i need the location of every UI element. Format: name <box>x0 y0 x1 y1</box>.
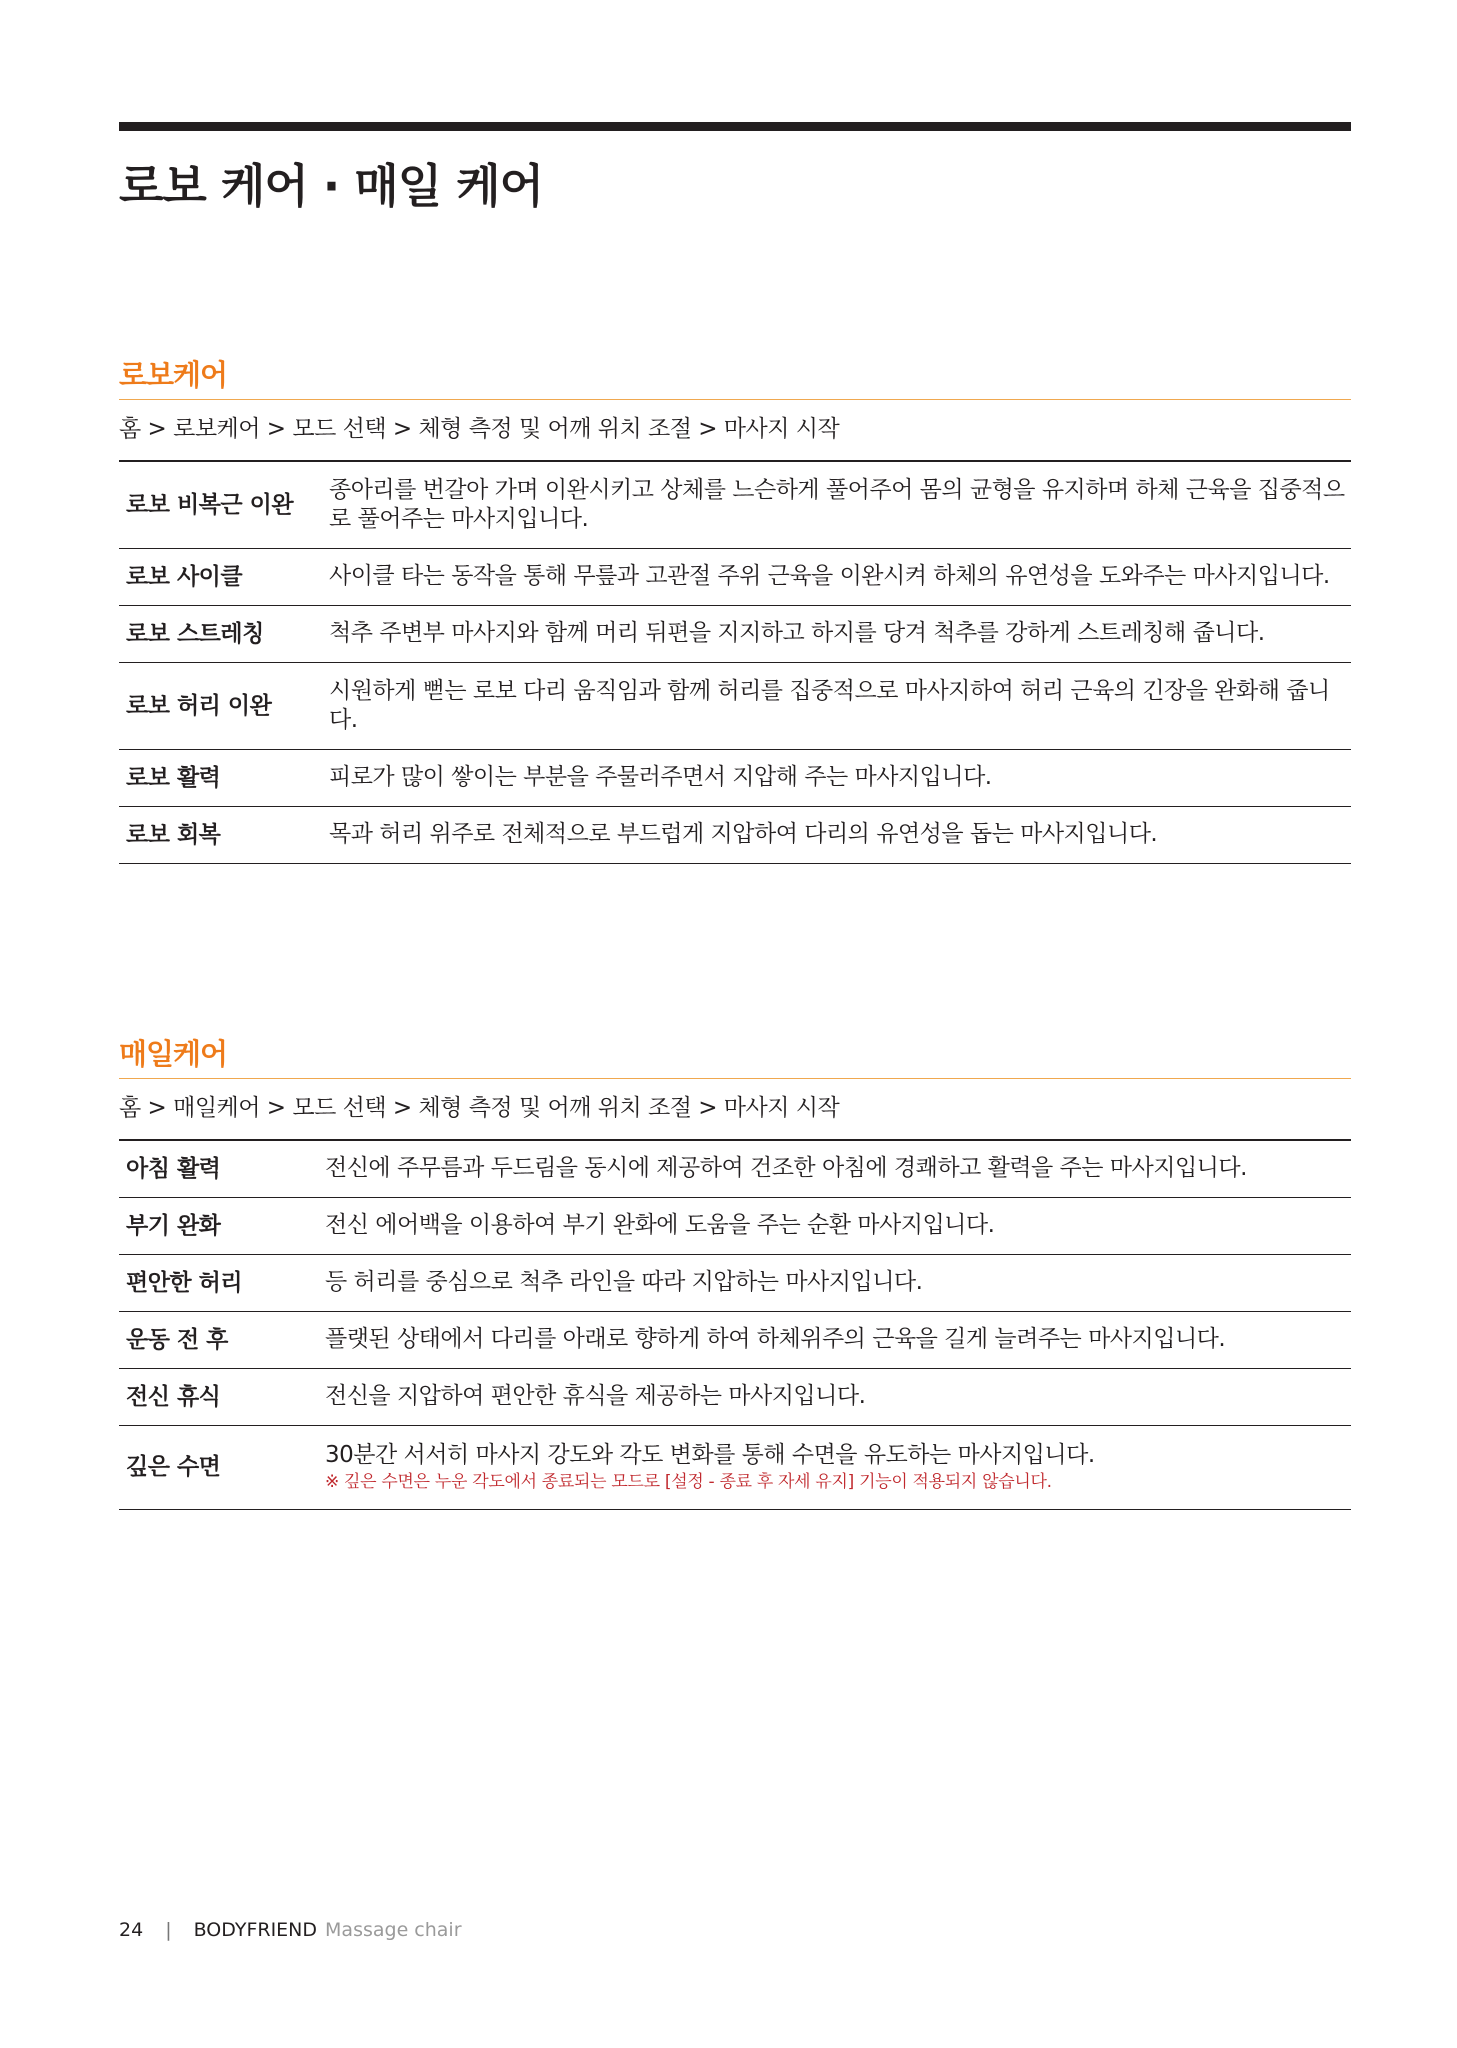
mode-description: 30분간 서서히 마사지 강도와 각도 변화를 통해 수면을 유도하는 마사지입니다. <box>325 1441 1095 1468</box>
mode-description: 척추 주변부 마사지와 함께 머리 뒤편을 지지하고 하지를 당겨 척추를 강하게 스트레칭해 줍니다. <box>328 605 1351 662</box>
mode-description: 전신에 주무름과 두드림을 동시에 제공하여 건조한 아침에 경쾌하고 활력을 주는 마사지입니다. <box>324 1140 1351 1197</box>
mode-description: 목과 허리 위주로 전체적으로 부드럽게 지압하여 다리의 유연성을 돕는 마사지입니다. <box>328 806 1351 863</box>
mode-name: 편안한 허리 <box>119 1254 324 1311</box>
table-row <box>119 1425 1351 1509</box>
daily-care-path: 홈 > 매일케어 > 모드 선택 > 체형 측정 및 어깨 위치 조절 > 마사지 시작 <box>119 1095 840 1121</box>
table-row <box>119 662 1351 749</box>
model-name: Massage chair <box>325 1919 462 1941</box>
mode-name: 부기 완화 <box>119 1197 324 1254</box>
mode-description: 사이클 타는 동작을 통해 무릎과 고관절 주위 근육을 이완시켜 하체의 유연성을 도와주는 마사지입니다. <box>328 548 1351 605</box>
table-row <box>119 806 1351 863</box>
mode-name: 깊은 수면 <box>119 1425 324 1509</box>
mode-name: 로보 허리 이완 <box>119 662 328 749</box>
footer-separator: | <box>165 1919 172 1941</box>
table-row <box>119 1254 1351 1311</box>
mode-description: 등 허리를 중심으로 척추 라인을 따라 지압하는 마사지입니다. <box>324 1254 1351 1311</box>
mode-description: 플랫된 상태에서 다리를 아래로 향하게 하여 하체위주의 근육을 길게 늘려주는 마사지입니다. <box>324 1311 1351 1368</box>
mode-description: 종아리를 번갈아 가며 이완시키고 상체를 느슨하게 풀어주어 몸의 균형을 유지하며 하체 근육을 집중적으로 풀어주는 마사지입니다. <box>328 461 1351 548</box>
mode-description: 피로가 많이 쌓이는 부분을 주물러주면서 지압해 주는 마사지입니다. <box>328 749 1351 806</box>
table-row <box>119 605 1351 662</box>
table-row <box>119 1140 1351 1197</box>
mode-name: 아침 활력 <box>119 1140 324 1197</box>
table-row <box>119 1311 1351 1368</box>
brand-name: BODYFRIEND <box>193 1919 318 1941</box>
mode-name: 전신 휴식 <box>119 1368 324 1425</box>
top-rule <box>119 122 1351 131</box>
mode-name: 로보 회복 <box>119 806 328 863</box>
mode-name: 로보 활력 <box>119 749 328 806</box>
daily-care-table <box>119 1139 1351 1510</box>
page-number: 24 <box>119 1919 144 1941</box>
table-row <box>119 1197 1351 1254</box>
caution-note: ※ 깊은 수면은 누운 각도에서 종료되는 모드로 [설정 - 종료 후 자세 유지] 기능이 적용되지 않습니다. <box>325 1471 1052 1492</box>
table-row <box>119 1368 1351 1425</box>
mode-name: 로보 스트레칭 <box>119 605 328 662</box>
table-row <box>119 461 1351 548</box>
table-row <box>119 548 1351 605</box>
mode-description-with-note <box>324 1425 1351 1509</box>
mode-name: 운동 전 후 <box>119 1311 324 1368</box>
robo-care-table <box>119 460 1351 864</box>
robo-care-title: 로보케어 <box>119 357 1351 400</box>
mode-name: 로보 비복근 이완 <box>119 461 328 548</box>
mode-name: 로보 사이클 <box>119 548 328 605</box>
mode-description: 시원하게 뻗는 로보 다리 움직임과 함께 허리를 집중적으로 마사지하여 허리 근육의 긴장을 완화해 줍니다. <box>328 662 1351 749</box>
daily-care-title: 매일케어 <box>119 1036 1351 1079</box>
robo-care-section <box>119 357 1351 864</box>
table-row <box>119 749 1351 806</box>
mode-description: 전신 에어백을 이용하여 부기 완화에 도움을 주는 순환 마사지입니다. <box>324 1197 1351 1254</box>
page-title: 로보 케어 · 매일 케어 <box>119 159 544 213</box>
robo-care-path: 홈 > 로보케어 > 모드 선택 > 체형 측정 및 어깨 위치 조절 > 마사지 시작 <box>119 416 840 442</box>
daily-care-section <box>119 1036 1351 1510</box>
page-footer <box>119 1918 462 1942</box>
mode-description: 전신을 지압하여 편안한 휴식을 제공하는 마사지입니다. <box>324 1368 1351 1425</box>
